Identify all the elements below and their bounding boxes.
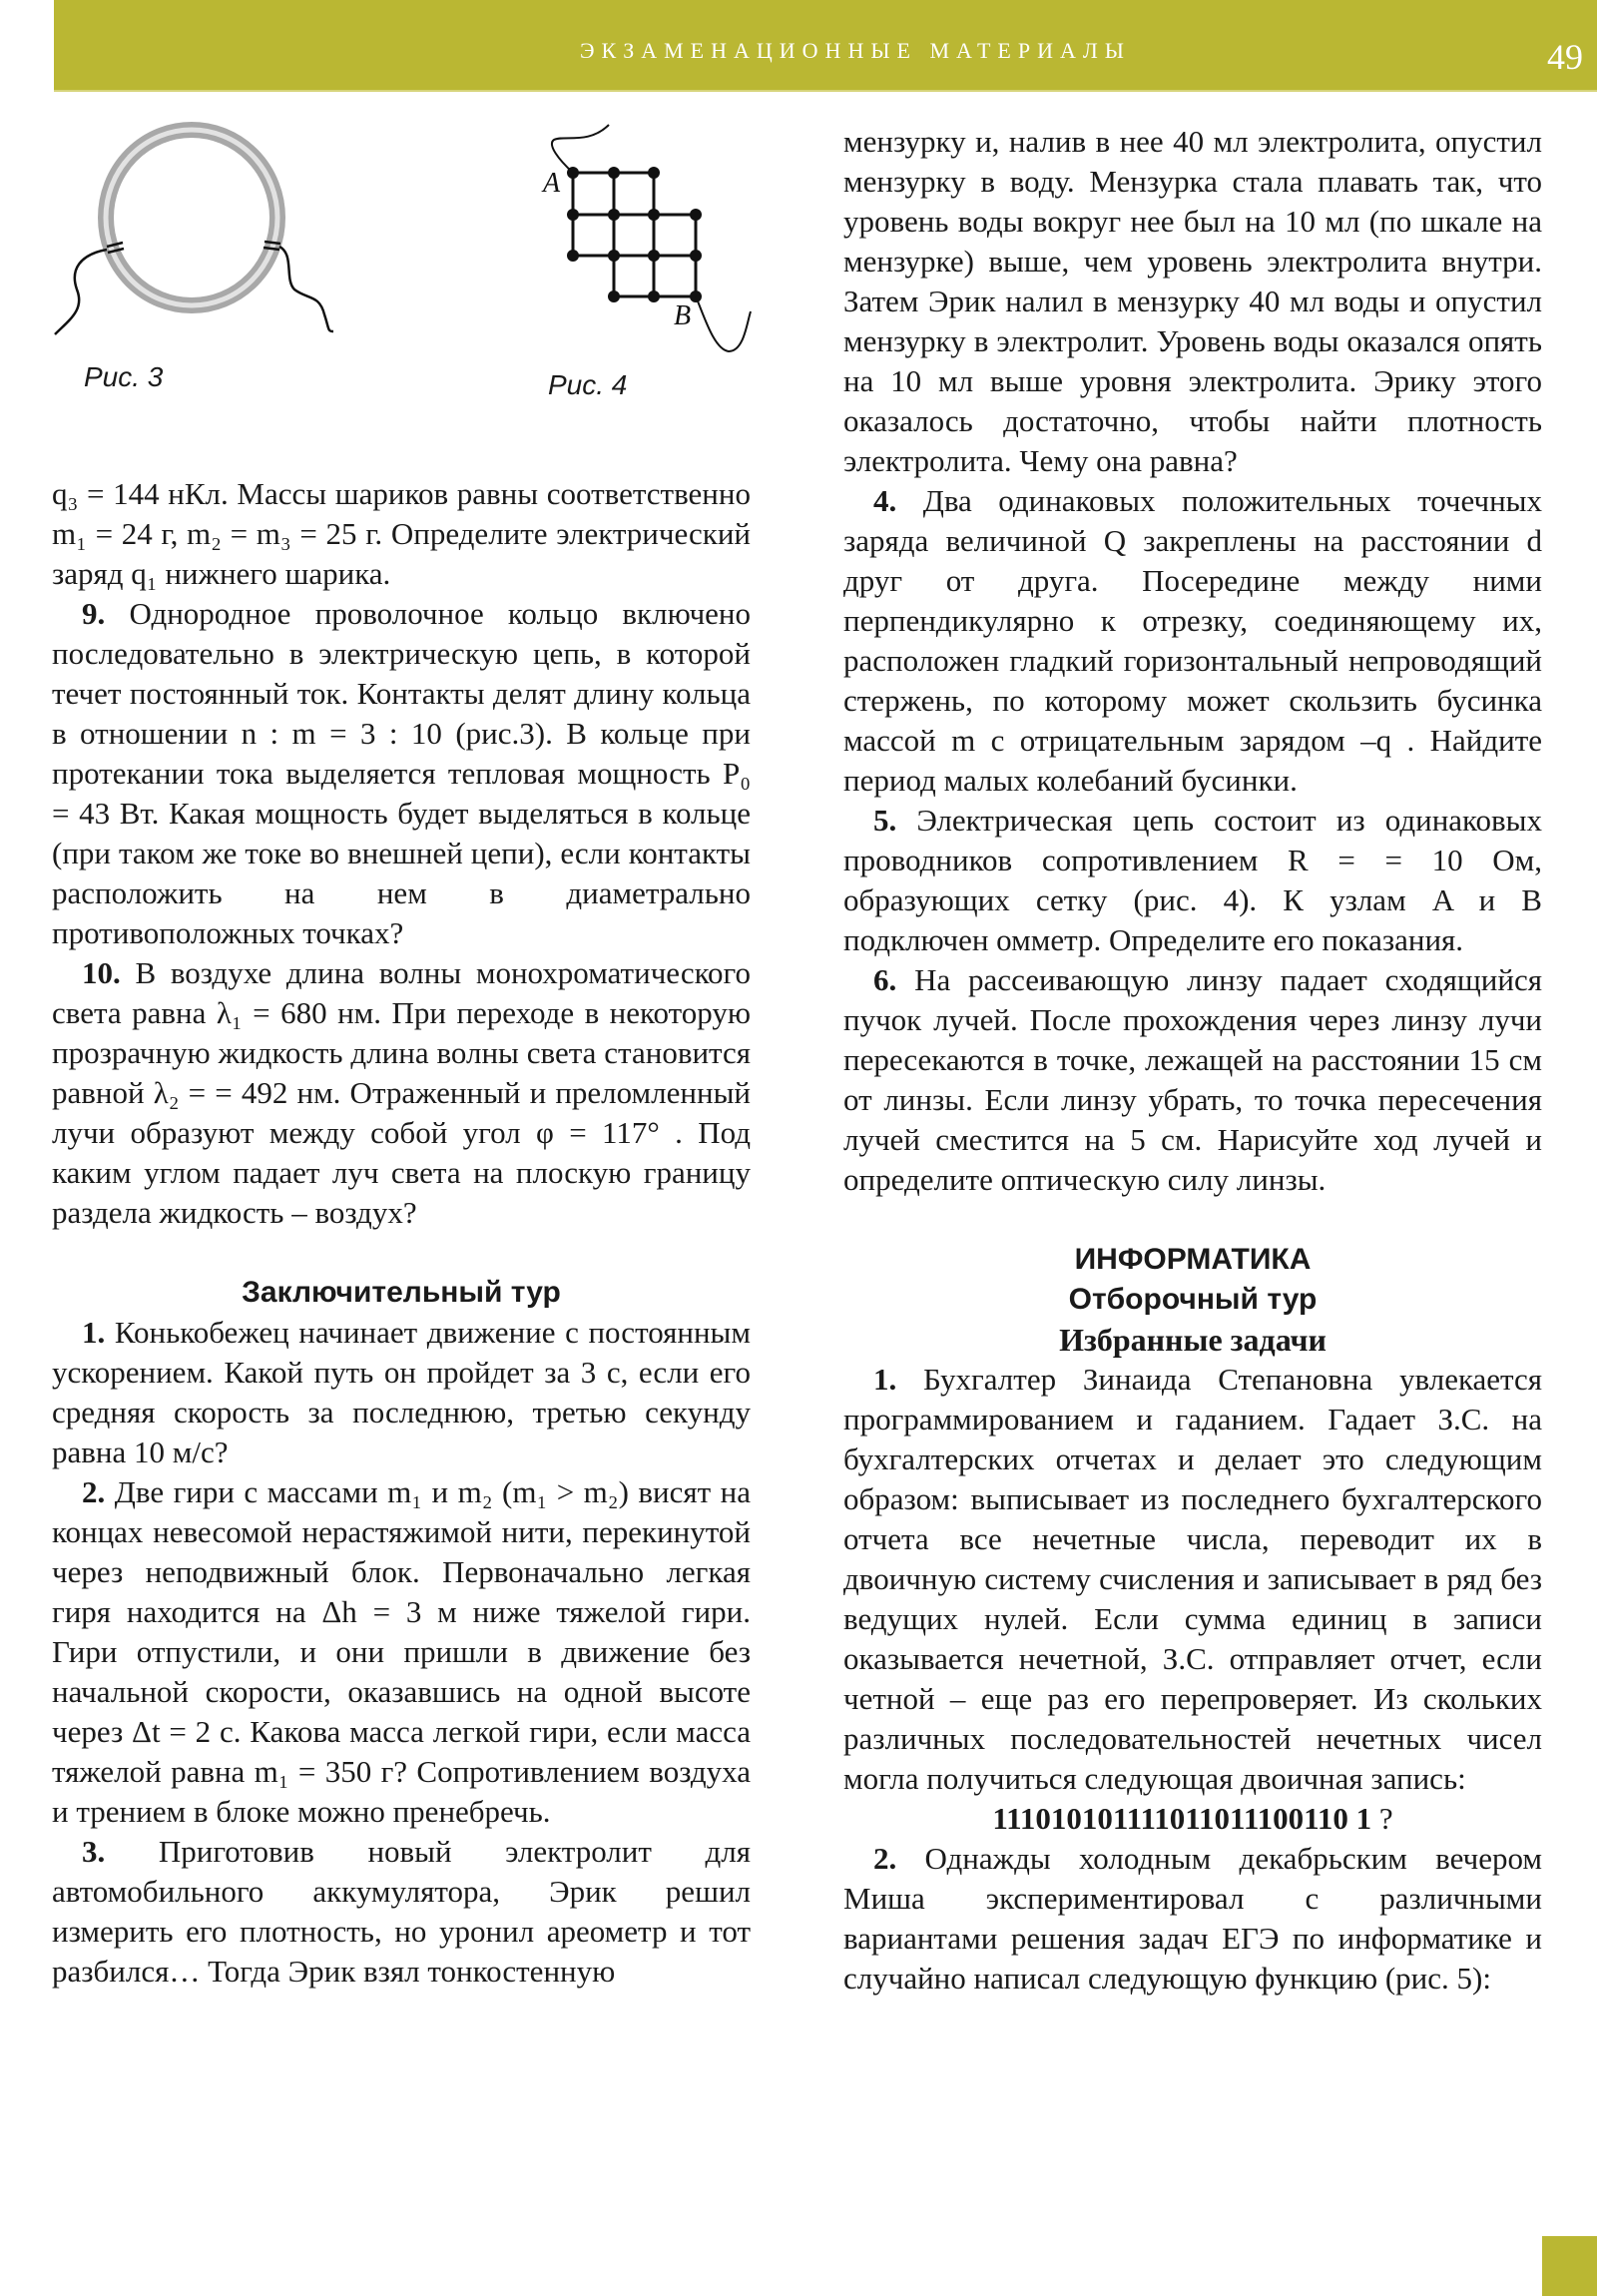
footer-accent-square <box>1542 2236 1597 2296</box>
task-text: В воздухе длина волны монохроматического света равна λ₁ = 680 нм. При переходе в некоторую прозрачную жидкость длина волны света становится равной λ₂ = = 492 нм. Отраженный и преломленный лучи образуют между собой угол φ = 117° . Под каким углом падает луч света на плоскую границу раздела жидкость – воздух? <box>52 955 752 1230</box>
task-text: На рассеивающую линзу падает сходящийся пучок лучей. После прохождения через линзу лучи пересекаются в точке, лежащей на расстоянии 15 см от линзы. Если линзу убрать, то точка пересечения лучей сместится на 5 см. Нарисуйте ход лучей и определите оптическую силу линзы. <box>843 962 1543 1197</box>
wire-right <box>279 247 333 331</box>
task-text: Электрическая цепь состоит из одинаковых проводников сопротивлением R = = 10 Ом, образующих сетку (рис. 4). К узлам A и B подключен омметр. Определите его показания. <box>843 803 1542 957</box>
section-heading-final-round: Заключительный тур <box>242 1276 561 1309</box>
final-task-1 <box>52 1313 751 1472</box>
task-number: 2. <box>873 1841 897 1876</box>
task-number: 9. <box>82 596 106 631</box>
task-10 <box>52 953 751 1233</box>
continued-task-text: мензурку и, налив в нее 40 мл электролита, опустил мензурку в воду. Мензурка стала плавать так, что уровень воды вокруг нее был на 10 мл (по шкале на мензурке) выше, чем уровень электролита внутри. Затем Эрик налил в мензурку 40 мл воды и опустил мензурку в электролит. Уровень воды оказался опять на 10 мл выше уровня электролита. Эрику этого оказалось достаточно, чтобы найти плотность электролита. Чему она равна? <box>843 124 1542 478</box>
continued-task-text: q₃ = 144 нКл. Массы шариков равны соответственно m₁ = 24 г, m₂ = m₃ = 25 г. Определите электрический заряд q₁ нижнего шарика. <box>52 476 751 591</box>
ring-highlight <box>106 130 277 305</box>
selected-problems-heading: Избранные задачи <box>1059 1322 1327 1358</box>
node-label-b: B <box>674 300 692 331</box>
right-column <box>843 122 1542 1999</box>
task-number: 10. <box>82 955 121 990</box>
task-number: 4. <box>873 483 897 518</box>
figure-4-caption: Рис. 4 <box>548 369 628 400</box>
task-text: Приготовив новый электролит для автомобильного аккумулятора, Эрик решил измерить его плотность, но уронил ареометр и тот разбился… Тогда Эрик взял тонкостенную <box>52 1834 752 1989</box>
wire-left <box>55 250 107 334</box>
task-number: 3. <box>82 1834 106 1869</box>
info-task-2 <box>843 1839 1542 1999</box>
page-header-bar <box>54 0 1597 92</box>
final-task-4 <box>843 481 1542 801</box>
wire-a <box>552 125 609 173</box>
final-task-6 <box>843 960 1542 1200</box>
task-number: 5. <box>873 803 897 838</box>
binary-question-mark: ? <box>1378 1801 1393 1836</box>
binary-string: 111010101111011011100110 1 <box>992 1801 1372 1836</box>
task-9 <box>52 594 751 953</box>
wire-b <box>696 296 751 351</box>
task-text: Бухгалтер Зинаида Степановна увлекается программированием и гаданием. Гадает З.С. на бухгалтерских отчетах и делает это следующим образом: выписывает из последнего бухгалтерского отчета все нечетные числа, переводит их в двоичную систему счисления и записывает в ряд без ведущих нулей. Если сумма единиц в записи оказывается нечетной, З.С. отправляет отчет, если четной – еще раз его перепроверяет. Из скольких различных последовательностей нечетных чисел могла получиться следующая двоичная запись: <box>843 1362 1543 1796</box>
task-text: Два одинаковых положительных точечных заряда величиной Q закреплены на расстоянии d друг от друга. Посередине между ними перпендикулярно к отрезку, соединяющему их, расположен гладкий горизонтальный непроводящий стержень, по которому может скользить бусинка массой m с отрицательным зарядом –q . Найдите период малых колебаний бусинки. <box>843 483 1543 798</box>
task-number: 1. <box>82 1315 106 1350</box>
task-text: Однажды холодным декабрьским вечером Миша экспериментировал с различными вариантами решения задач ЕГЭ по информатике и случайно написал следующую функцию (рис. 5): <box>843 1841 1542 1996</box>
task-text: Однородное проволочное кольцо включено последовательно в электрическую цепь, в которой течет постоянный ток. Контакты делят длину кольца в отношении n : m = 3 : 10 (рис.3). В кольце при протекании тока выделяется тепловая мощность P₀ = 43 Вт. Какая мощность будет выделяться в кольце (при таком же токе во внешней цепи), если контакты расположить на нем в диаметрально противоположных точках? <box>52 596 752 950</box>
round-heading-qualifying: Отборочный тур <box>1068 1283 1318 1316</box>
final-task-5 <box>843 801 1542 960</box>
left-column <box>52 474 751 1992</box>
task-text: Конькобежец начинает движение с постоянным ускорением. Какой путь он пройдет за 3 с, если его средняя скорость за последнюю, третью секунду равна 10 м/с? <box>52 1315 751 1469</box>
task-number: 6. <box>873 962 897 997</box>
final-task-2 <box>52 1472 751 1832</box>
figure-3-caption: Рис. 3 <box>84 361 164 392</box>
final-task-3 <box>52 1832 751 1992</box>
task-number: 2. <box>82 1474 106 1509</box>
task-text: Две гири с массами m₁ и m₂ (m₁ > m₂) висят на концах невесомой нерастяжимой нити, перекинутой через неподвижный блок. Первоначально легкая гиря находится на Δh = 3 м ниже тяжелой гири. Гири отпустили, и они пришли в движение без начальной скорости, оказавшись на одной высоте через Δt = 2 с. Какова масса легкой гири, если масса тяжелой равна m₁ = 350 г? Сопротивлением воздуха и трением в блоке можно пренебречь. <box>52 1474 752 1829</box>
running-header-title: ЭКЗАМЕНАЦИОННЫЕ МАТЕРИАЛЫ <box>580 38 1131 63</box>
grid-lines <box>573 173 696 296</box>
task-number: 1. <box>873 1362 897 1397</box>
grid-nodes <box>567 167 702 302</box>
node-label-a: A <box>543 168 561 199</box>
subject-heading-informatics: ИНФОРМАТИКА <box>1074 1243 1312 1276</box>
info-task-1 <box>843 1360 1542 1799</box>
binary-sequence <box>843 1799 1542 1839</box>
page-number: 49 <box>1547 37 1583 77</box>
